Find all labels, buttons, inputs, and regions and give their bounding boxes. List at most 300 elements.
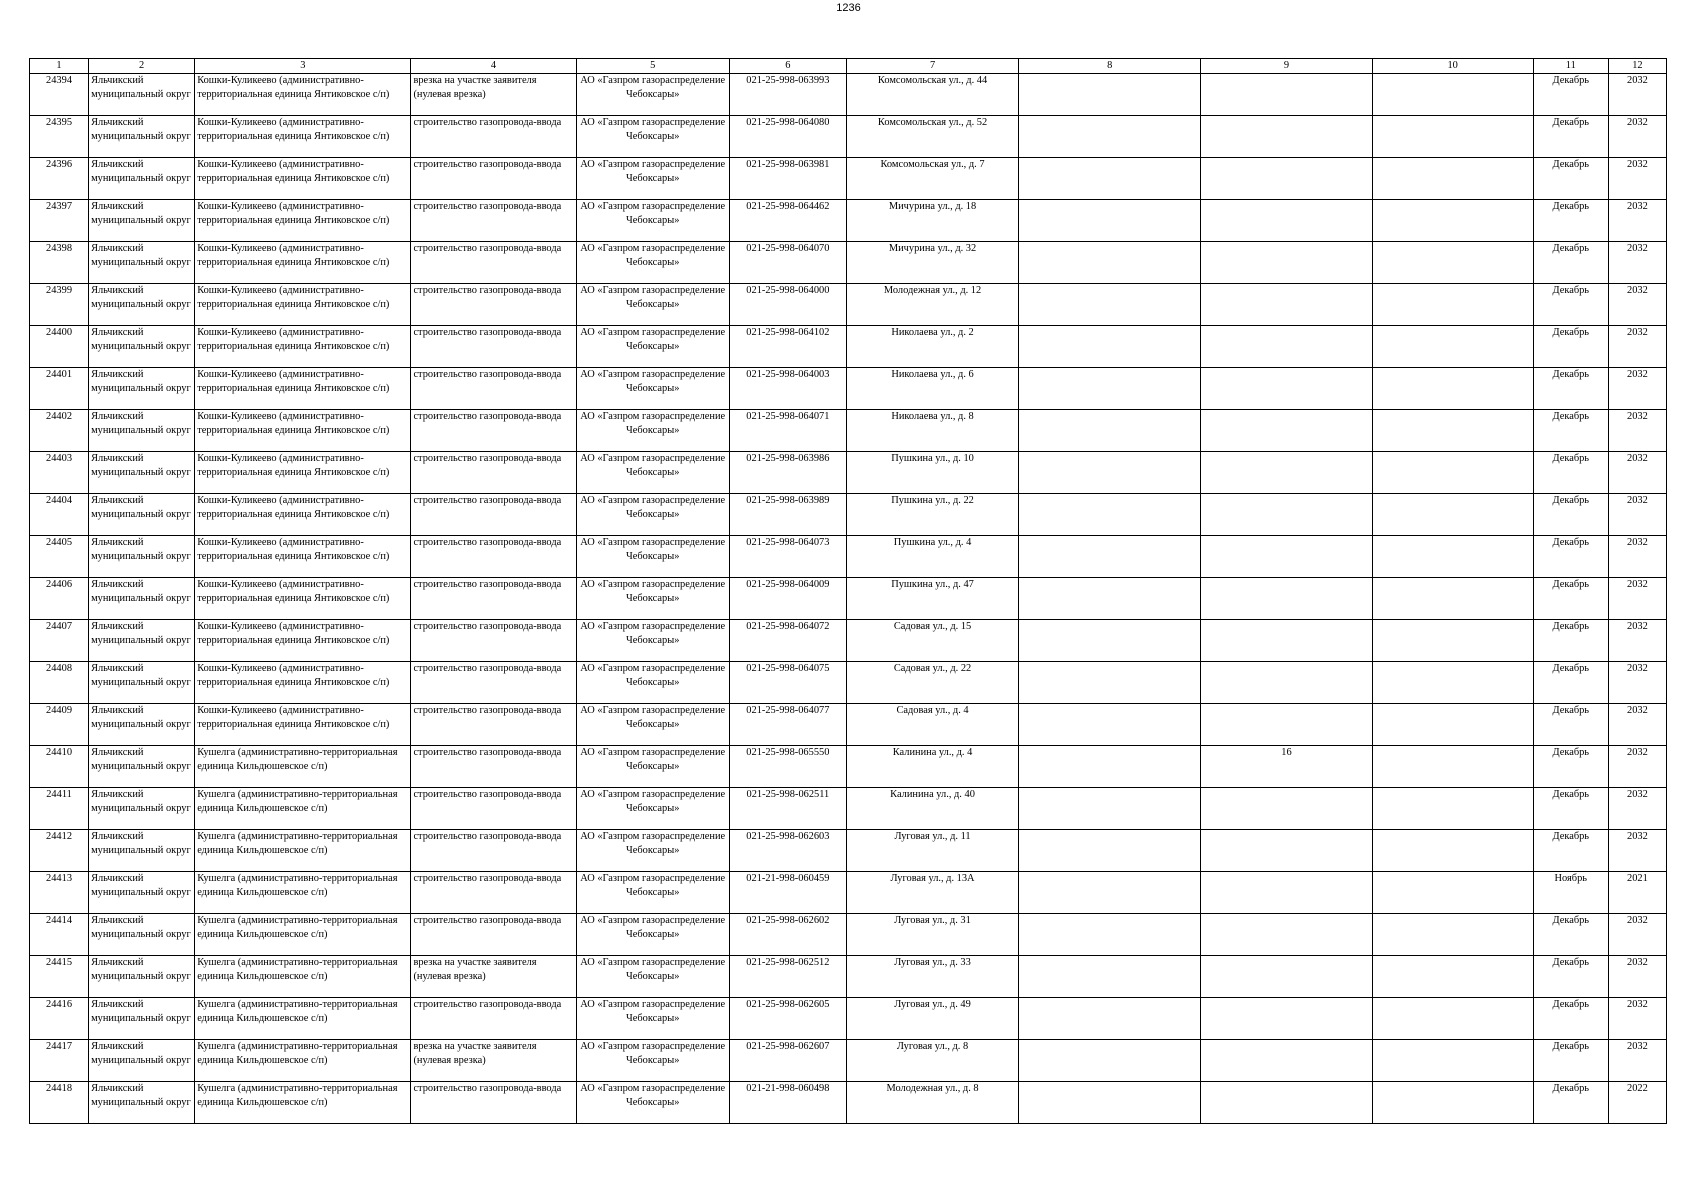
settlement-cell <box>195 872 411 914</box>
column-9-text <box>1203 452 1369 493</box>
year-text: 2032 <box>1627 705 1648 716</box>
column-8-cell <box>1019 1082 1201 1124</box>
column-8-cell <box>1019 788 1201 830</box>
column-8-text <box>1021 620 1198 661</box>
year-cell <box>1608 956 1666 998</box>
organization-cell <box>576 410 729 452</box>
month-cell <box>1533 956 1608 998</box>
column-9-cell <box>1201 662 1372 704</box>
organization-cell <box>576 242 729 284</box>
column-8-cell <box>1019 872 1201 914</box>
column-header-9: 9 <box>1201 59 1372 74</box>
address-cell <box>846 872 1018 914</box>
settlement-cell <box>195 578 411 620</box>
address-text: Луговая ул., д. 49 <box>894 999 971 1010</box>
municipality-text: Яльчикский муниципальный округ <box>91 789 191 814</box>
address-text: Комсомольская ул., д. 7 <box>880 159 985 170</box>
work-type-text: строительство газопровода-ввода <box>413 621 562 632</box>
settlement-cell <box>195 200 411 242</box>
settlement-cell <box>195 242 411 284</box>
year-cell <box>1608 746 1666 788</box>
address-cell <box>846 326 1018 368</box>
municipality-cell <box>89 410 195 452</box>
table-row <box>30 1082 1667 1124</box>
address-cell <box>846 494 1018 536</box>
table-row <box>30 746 1667 788</box>
table-row <box>30 704 1667 746</box>
year-cell <box>1608 284 1666 326</box>
work-type-text: врезка на участке заявителя (нулевая врезка) <box>413 75 537 100</box>
address-text: Мичурина ул., д. 18 <box>888 201 977 212</box>
address-text: Пушкина ул., д. 4 <box>893 537 972 548</box>
row-number-text: 24412 <box>46 831 73 842</box>
year-text: 2032 <box>1627 915 1648 926</box>
month-text: Декабрь <box>1552 285 1590 296</box>
application-number-text: 021-25-998-065550 <box>746 747 830 758</box>
application-number-text: 021-25-998-064462 <box>746 201 830 212</box>
row-number-text: 24394 <box>46 75 73 86</box>
application-number-cell <box>729 116 846 158</box>
column-10-text <box>1375 620 1531 661</box>
row-number-text: 24397 <box>46 201 73 212</box>
municipality-cell <box>89 74 195 116</box>
table-row <box>30 956 1667 998</box>
column-8-text <box>1021 200 1198 241</box>
application-number-cell <box>729 158 846 200</box>
row-number-text: 24402 <box>46 411 73 422</box>
settlement-cell <box>195 620 411 662</box>
month-text: Декабрь <box>1552 117 1590 128</box>
month-cell <box>1533 746 1608 788</box>
address-cell <box>846 788 1018 830</box>
address-text: Комсомольская ул., д. 44 <box>877 75 988 86</box>
municipality-text: Яльчикский муниципальный округ <box>91 117 191 142</box>
year-cell <box>1608 326 1666 368</box>
column-10-text <box>1375 284 1531 325</box>
application-number-text: 021-21-998-060498 <box>746 1083 830 1094</box>
column-9-cell <box>1201 872 1372 914</box>
application-number-text: 021-25-998-064102 <box>746 327 830 338</box>
year-text: 2032 <box>1627 621 1648 632</box>
application-number-text: 021-25-998-064071 <box>746 411 830 422</box>
application-number-cell <box>729 74 846 116</box>
table-header <box>30 59 1667 74</box>
work-type-text: строительство газопровода-ввода <box>413 831 562 842</box>
application-number-text: 021-25-998-062605 <box>746 999 830 1010</box>
column-8-text <box>1021 284 1198 325</box>
organization-text: АО «Газпром газораспределение Чебоксары» <box>580 789 726 814</box>
column-8-text <box>1021 368 1198 409</box>
row-number-text: 24399 <box>46 285 73 296</box>
column-9-text: 16 <box>1281 747 1292 758</box>
municipality-cell <box>89 746 195 788</box>
row-number-text: 24411 <box>46 789 72 800</box>
column-header-2: 2 <box>89 59 195 74</box>
year-cell <box>1608 620 1666 662</box>
column-8-text <box>1021 914 1198 955</box>
application-number-cell <box>729 662 846 704</box>
column-header-5: 5 <box>576 59 729 74</box>
month-cell <box>1533 242 1608 284</box>
month-cell <box>1533 74 1608 116</box>
year-cell <box>1608 578 1666 620</box>
year-text: 2032 <box>1627 957 1648 968</box>
work-type-text: строительство газопровода-ввода <box>413 579 562 590</box>
municipality-text: Яльчикский муниципальный округ <box>91 285 191 310</box>
column-10-cell <box>1372 158 1533 200</box>
column-9-cell <box>1201 746 1372 788</box>
application-number-cell <box>729 620 846 662</box>
row-number-text: 24409 <box>46 705 73 716</box>
work-type-cell <box>411 788 576 830</box>
municipality-cell <box>89 788 195 830</box>
settlement-text: Кушелга (административно-территориальная единица Кильдюшевское с/п) <box>197 831 398 856</box>
month-cell <box>1533 662 1608 704</box>
address-text: Николаева ул., д. 2 <box>891 327 974 338</box>
organization-text: АО «Газпром газораспределение Чебоксары» <box>580 285 726 310</box>
month-text: Декабрь <box>1552 789 1590 800</box>
work-type-text: строительство газопровода-ввода <box>413 201 562 212</box>
organization-text: АО «Газпром газораспределение Чебоксары» <box>580 75 726 100</box>
column-9-cell <box>1201 1082 1372 1124</box>
column-9-text <box>1203 116 1369 157</box>
column-9-text <box>1203 620 1369 661</box>
column-10-cell <box>1372 830 1533 872</box>
organization-text: АО «Газпром газораспределение Чебоксары» <box>580 579 726 604</box>
settlement-cell <box>195 998 411 1040</box>
organization-text: АО «Газпром газораспределение Чебоксары» <box>580 663 726 688</box>
month-text: Ноябрь <box>1554 873 1588 884</box>
month-text: Декабрь <box>1552 1083 1590 1094</box>
organization-text: АО «Газпром газораспределение Чебоксары» <box>580 1041 726 1066</box>
year-text: 2032 <box>1627 579 1648 590</box>
address-text: Садовая ул., д. 4 <box>896 705 969 716</box>
year-cell <box>1608 452 1666 494</box>
column-8-cell <box>1019 704 1201 746</box>
address-cell <box>846 200 1018 242</box>
month-text: Декабрь <box>1552 915 1590 926</box>
column-9-cell <box>1201 914 1372 956</box>
settlement-text: Кушелга (административно-территориальная единица Кильдюшевское с/п) <box>197 873 398 898</box>
column-9-cell <box>1201 1040 1372 1082</box>
settlement-text: Кошки-Куликеево (административно-территориальная единица Янтиковское с/п) <box>197 285 390 310</box>
column-10-cell <box>1372 578 1533 620</box>
organization-cell <box>576 368 729 410</box>
table-row <box>30 74 1667 116</box>
application-number-cell <box>729 578 846 620</box>
organization-cell <box>576 830 729 872</box>
column-8-text <box>1021 536 1198 577</box>
work-type-text: строительство газопровода-ввода <box>413 117 562 128</box>
municipality-text: Яльчикский муниципальный округ <box>91 873 191 898</box>
application-number-cell <box>729 452 846 494</box>
column-10-text <box>1375 1082 1531 1123</box>
application-number-text: 021-25-998-064009 <box>746 579 830 590</box>
municipality-text: Яльчикский муниципальный округ <box>91 957 191 982</box>
column-8-cell <box>1019 116 1201 158</box>
address-cell <box>846 410 1018 452</box>
address-cell <box>846 368 1018 410</box>
month-text: Декабрь <box>1552 453 1590 464</box>
application-number-cell <box>729 326 846 368</box>
address-text: Садовая ул., д. 15 <box>893 621 972 632</box>
application-number-text: 021-25-998-064072 <box>746 621 830 632</box>
municipality-cell <box>89 158 195 200</box>
table-row <box>30 662 1667 704</box>
application-number-text: 021-25-998-063981 <box>746 159 830 170</box>
column-8-text <box>1021 1082 1198 1123</box>
month-cell <box>1533 452 1608 494</box>
organization-text: АО «Газпром газораспределение Чебоксары» <box>580 327 726 352</box>
municipality-cell <box>89 704 195 746</box>
address-cell <box>846 662 1018 704</box>
year-cell <box>1608 74 1666 116</box>
row-number-cell <box>30 578 89 620</box>
column-9-cell <box>1201 704 1372 746</box>
municipality-cell <box>89 200 195 242</box>
gasification-registry-table <box>29 58 1667 1124</box>
row-number-text: 24403 <box>46 453 73 464</box>
column-8-text <box>1021 74 1198 115</box>
work-type-cell <box>411 578 576 620</box>
address-cell <box>846 956 1018 998</box>
organization-text: АО «Газпром газораспределение Чебоксары» <box>580 411 726 436</box>
municipality-text: Яльчикский муниципальный округ <box>91 495 191 520</box>
month-text: Декабрь <box>1552 411 1590 422</box>
organization-cell <box>576 788 729 830</box>
municipality-cell <box>89 368 195 410</box>
month-cell <box>1533 536 1608 578</box>
column-10-cell <box>1372 1082 1533 1124</box>
work-type-text: строительство газопровода-ввода <box>413 1083 562 1094</box>
column-10-text <box>1375 494 1531 535</box>
table-row <box>30 242 1667 284</box>
year-text: 2032 <box>1627 369 1648 380</box>
work-type-text: строительство газопровода-ввода <box>413 705 562 716</box>
year-cell <box>1608 662 1666 704</box>
column-10-cell <box>1372 536 1533 578</box>
month-text: Декабрь <box>1552 579 1590 590</box>
work-type-cell <box>411 368 576 410</box>
month-text: Декабрь <box>1552 999 1590 1010</box>
column-header-4: 4 <box>411 59 576 74</box>
column-8-cell <box>1019 746 1201 788</box>
municipality-cell <box>89 1040 195 1082</box>
table-row <box>30 368 1667 410</box>
row-number-cell <box>30 368 89 410</box>
row-number-text: 24396 <box>46 159 73 170</box>
year-text: 2032 <box>1627 453 1648 464</box>
row-number-cell <box>30 998 89 1040</box>
municipality-text: Яльчикский муниципальный округ <box>91 705 191 730</box>
year-cell <box>1608 1082 1666 1124</box>
column-8-text <box>1021 704 1198 745</box>
year-cell <box>1608 158 1666 200</box>
municipality-cell <box>89 116 195 158</box>
month-text: Декабрь <box>1552 537 1590 548</box>
column-10-text <box>1375 662 1531 703</box>
organization-text: АО «Газпром газораспределение Чебоксары» <box>580 957 726 982</box>
organization-cell <box>576 956 729 998</box>
column-10-text <box>1375 830 1531 871</box>
work-type-text: врезка на участке заявителя (нулевая врезка) <box>413 1041 537 1066</box>
row-number-cell <box>30 74 89 116</box>
municipality-cell <box>89 662 195 704</box>
municipality-text: Яльчикский муниципальный округ <box>91 663 191 688</box>
municipality-text: Яльчикский муниципальный округ <box>91 579 191 604</box>
column-10-cell <box>1372 494 1533 536</box>
year-text: 2021 <box>1627 873 1648 884</box>
settlement-text: Кошки-Куликеево (административно-территориальная единица Янтиковское с/п) <box>197 327 390 352</box>
settlement-text: Кошки-Куликеево (административно-территориальная единица Янтиковское с/п) <box>197 369 390 394</box>
row-number-text: 24395 <box>46 117 73 128</box>
year-text: 2032 <box>1627 75 1648 86</box>
organization-text: АО «Газпром газораспределение Чебоксары» <box>580 201 726 226</box>
work-type-text: строительство газопровода-ввода <box>413 999 562 1010</box>
municipality-text: Яльчикский муниципальный округ <box>91 999 191 1024</box>
settlement-cell <box>195 1082 411 1124</box>
address-text: Калинина ул., д. 40 <box>890 789 975 800</box>
year-cell <box>1608 494 1666 536</box>
address-cell <box>846 578 1018 620</box>
column-8-cell <box>1019 830 1201 872</box>
row-number-cell <box>30 956 89 998</box>
address-cell <box>846 998 1018 1040</box>
column-10-cell <box>1372 914 1533 956</box>
work-type-text: строительство газопровода-ввода <box>413 411 562 422</box>
column-10-text <box>1375 578 1531 619</box>
column-8-text <box>1021 746 1198 787</box>
month-cell <box>1533 284 1608 326</box>
column-9-cell <box>1201 200 1372 242</box>
settlement-text: Кошки-Куликеево (административно-территориальная единица Янтиковское с/п) <box>197 453 390 478</box>
row-number-text: 24400 <box>46 327 73 338</box>
work-type-text: строительство газопровода-ввода <box>413 285 562 296</box>
settlement-cell <box>195 116 411 158</box>
municipality-cell <box>89 1082 195 1124</box>
row-number-text: 24413 <box>46 873 73 884</box>
organization-cell <box>576 620 729 662</box>
column-9-text <box>1203 326 1369 367</box>
row-number-cell <box>30 704 89 746</box>
column-10-text <box>1375 74 1531 115</box>
column-9-cell <box>1201 284 1372 326</box>
column-header-6: 6 <box>729 59 846 74</box>
work-type-cell <box>411 74 576 116</box>
column-10-cell <box>1372 74 1533 116</box>
organization-cell <box>576 1082 729 1124</box>
row-number-cell <box>30 116 89 158</box>
work-type-text: строительство газопровода-ввода <box>413 663 562 674</box>
table-body <box>30 74 1667 1124</box>
settlement-cell <box>195 158 411 200</box>
organization-text: АО «Газпром газораспределение Чебоксары» <box>580 873 726 898</box>
address-cell <box>846 116 1018 158</box>
column-10-cell <box>1372 116 1533 158</box>
column-8-text <box>1021 452 1198 493</box>
application-number-text: 021-25-998-062511 <box>746 789 830 800</box>
organization-cell <box>576 452 729 494</box>
row-number-cell <box>30 452 89 494</box>
row-number-text: 24408 <box>46 663 73 674</box>
address-text: Пушкина ул., д. 47 <box>891 579 974 590</box>
application-number-text: 021-21-998-060459 <box>746 873 830 884</box>
application-number-text: 021-25-998-062512 <box>746 957 830 968</box>
address-cell <box>846 284 1018 326</box>
address-cell <box>846 536 1018 578</box>
month-text: Декабрь <box>1552 369 1590 380</box>
work-type-cell <box>411 242 576 284</box>
year-cell <box>1608 242 1666 284</box>
row-number-cell <box>30 284 89 326</box>
column-8-cell <box>1019 158 1201 200</box>
column-9-cell <box>1201 410 1372 452</box>
month-text: Декабрь <box>1552 747 1590 758</box>
column-10-cell <box>1372 704 1533 746</box>
work-type-cell <box>411 536 576 578</box>
settlement-cell <box>195 536 411 578</box>
work-type-cell <box>411 830 576 872</box>
month-cell <box>1533 494 1608 536</box>
table-row <box>30 620 1667 662</box>
year-text: 2022 <box>1627 1083 1648 1094</box>
application-number-text: 021-25-998-062603 <box>746 831 830 842</box>
month-text: Декабрь <box>1552 159 1590 170</box>
row-number-text: 24417 <box>46 1041 73 1052</box>
work-type-text: врезка на участке заявителя (нулевая врезка) <box>413 957 537 982</box>
table-row <box>30 1040 1667 1082</box>
address-text: Пушкина ул., д. 22 <box>891 495 974 506</box>
settlement-text: Кошки-Куликеево (административно-территориальная единица Янтиковское с/п) <box>197 663 390 688</box>
municipality-text: Яльчикский муниципальный округ <box>91 621 191 646</box>
application-number-text: 021-25-998-063989 <box>746 495 830 506</box>
month-cell <box>1533 158 1608 200</box>
work-type-cell <box>411 746 576 788</box>
year-text: 2032 <box>1627 411 1648 422</box>
column-9-cell <box>1201 74 1372 116</box>
municipality-cell <box>89 956 195 998</box>
settlement-text: Кошки-Куликеево (административно-территориальная единица Янтиковское с/п) <box>197 537 390 562</box>
settlement-cell <box>195 914 411 956</box>
column-10-text <box>1375 536 1531 577</box>
row-number-text: 24404 <box>46 495 73 506</box>
column-9-text <box>1203 956 1369 997</box>
municipality-cell <box>89 452 195 494</box>
work-type-cell <box>411 452 576 494</box>
column-8-text <box>1021 116 1198 157</box>
row-number-cell <box>30 620 89 662</box>
column-8-text <box>1021 788 1198 829</box>
column-9-text <box>1203 788 1369 829</box>
organization-text: АО «Газпром газораспределение Чебоксары» <box>580 159 726 184</box>
organization-text: АО «Газпром газораспределение Чебоксары» <box>580 243 726 268</box>
organization-text: АО «Газпром газораспределение Чебоксары» <box>580 621 726 646</box>
address-cell <box>846 74 1018 116</box>
year-text: 2032 <box>1627 789 1648 800</box>
work-type-text: строительство газопровода-ввода <box>413 327 562 338</box>
work-type-text: строительство газопровода-ввода <box>413 873 562 884</box>
column-9-cell <box>1201 368 1372 410</box>
year-text: 2032 <box>1627 159 1648 170</box>
application-number-text: 021-25-998-064070 <box>746 243 830 254</box>
address-text: Молодежная ул., д. 12 <box>883 285 982 296</box>
month-cell <box>1533 872 1608 914</box>
column-9-text <box>1203 200 1369 241</box>
table-row <box>30 578 1667 620</box>
application-number-cell <box>729 368 846 410</box>
column-10-cell <box>1372 200 1533 242</box>
month-cell <box>1533 368 1608 410</box>
